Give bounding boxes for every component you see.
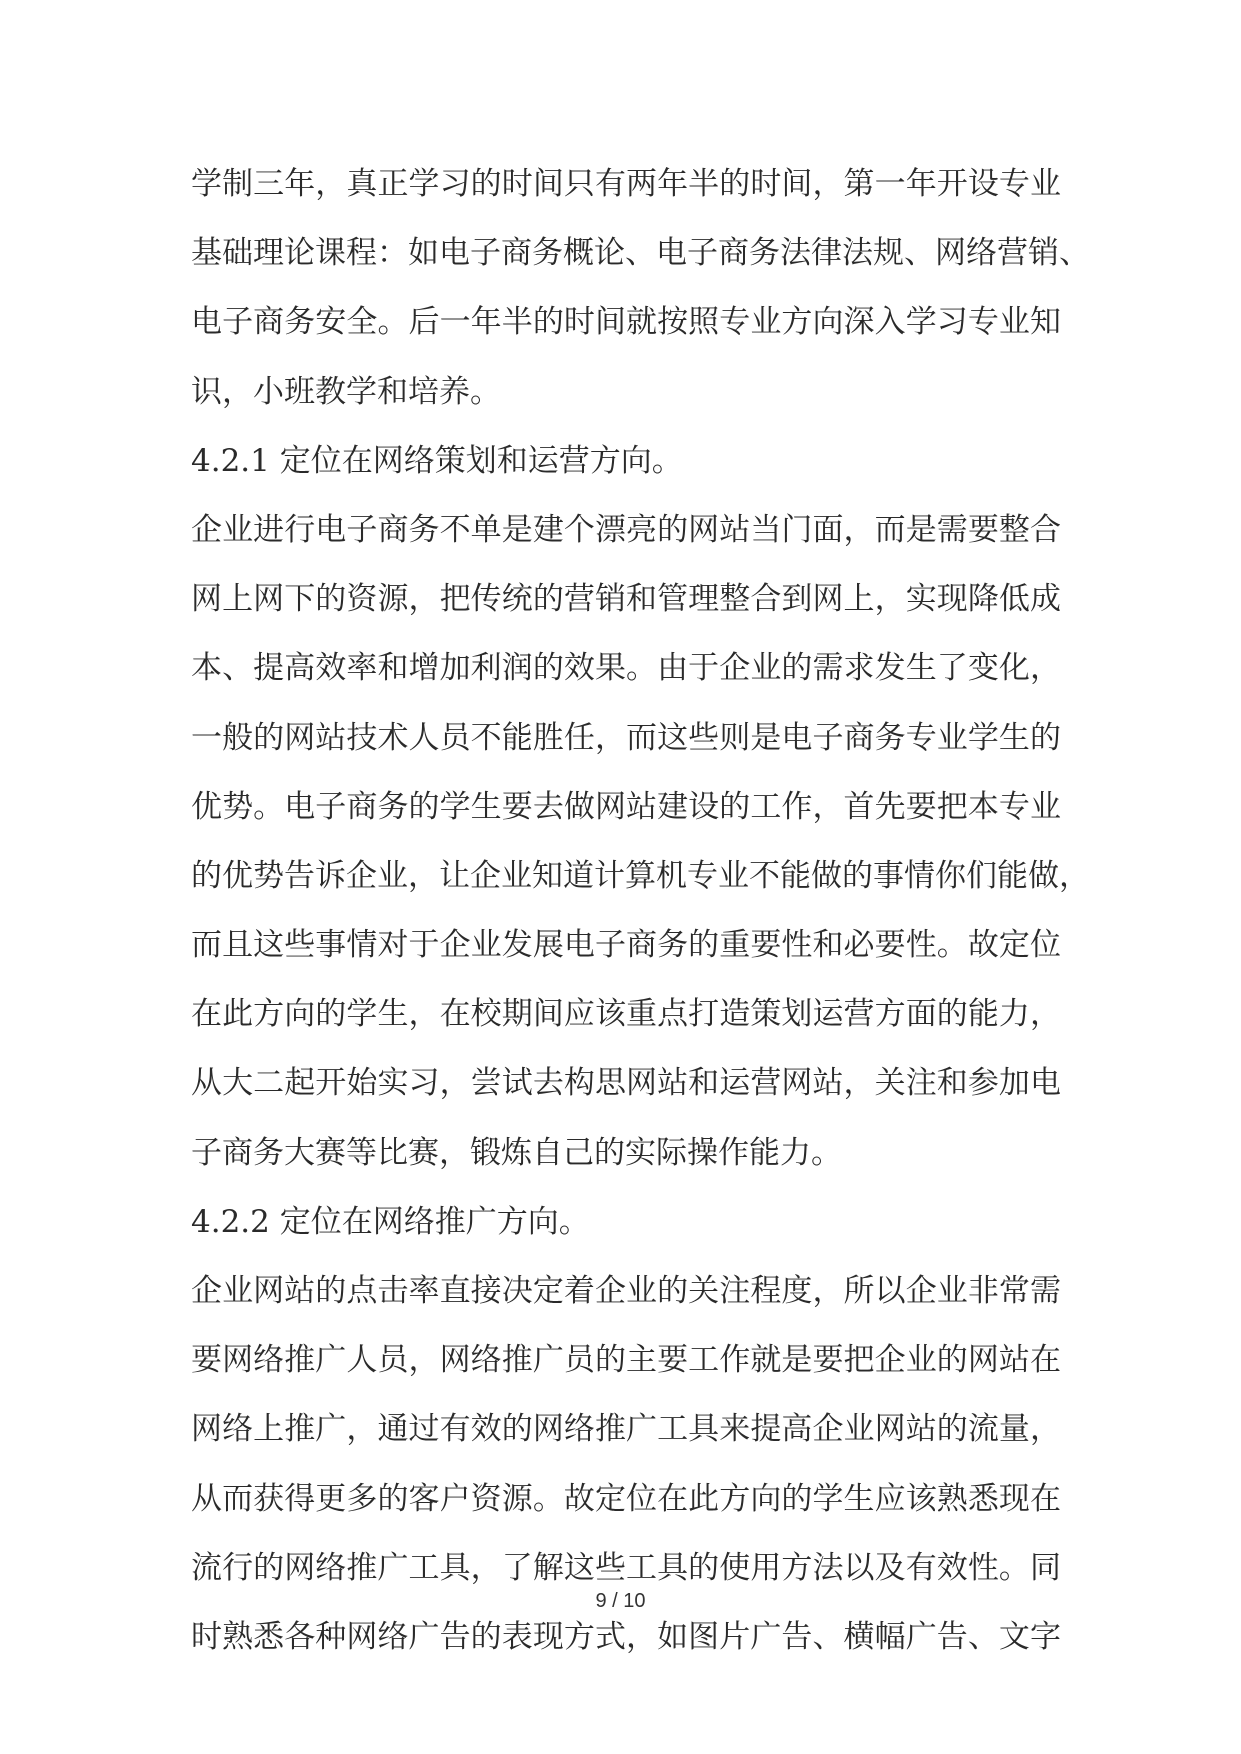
- body-text: [191, 156, 1090, 1678]
- text-line: 网络上推广，通过有效的网络推广工具来提高企业网站的流量，: [191, 1411, 1061, 1448]
- text-line: 企业网站的点击率直接决定着企业的关注程度，所以企业非常需: [191, 1273, 1061, 1309]
- text-line: 子商务大赛等比赛，锻炼自己的实际操作能力。: [191, 1134, 842, 1171]
- text-line: 企业进行电子商务不单是建个漂亮的网站当门面，而是需要整合: [191, 511, 1061, 548]
- text-line: 时熟悉各种网络广告的表现方式，如图片广告、横幅广告、文字: [191, 1618, 1061, 1655]
- text-line: 而且这些事情对于企业发展电子商务的重要性和必要性。故定位: [191, 927, 1061, 964]
- text-line: 网上网下的资源，把传统的营销和管理整合到网上，实现降低成: [191, 581, 1061, 618]
- section-heading-4-2-1: 4.2.1 定位在网络策划和运营方向。: [191, 442, 683, 479]
- text-line: 一般的网站技术人员不能胜任，而这些则是电子商务专业学生的: [191, 719, 1061, 756]
- text-line: 从而获得更多的客户资源。故定位在此方向的学生应该熟悉现在: [191, 1480, 1061, 1517]
- text-line: 优势。电子商务的学生要去做网站建设的工作，首先要把本专业: [191, 788, 1061, 825]
- text-line: 从大二起开始实习，尝试去构思网站和运营网站，关注和参加电: [191, 1065, 1061, 1102]
- text-line: 在此方向的学生，在校期间应该重点打造策划运营方面的能力，: [191, 996, 1061, 1033]
- page-number: 9 / 10: [595, 1590, 646, 1612]
- text-line: 本、提高效率和增加利润的效果。由于企业的需求发生了变化，: [191, 650, 1061, 687]
- text-line: 学制三年，真正学习的时间只有两年半的时间，第一年开设专业: [191, 166, 1061, 202]
- text-line: 电子商务安全。后一年半的时间就按照专业方向深入学习专业知: [191, 304, 1061, 341]
- text-line: 流行的网络推广工具，了解这些工具的使用方法以及有效性。同: [191, 1549, 1061, 1586]
- text-line: 的优势告诉企业，让企业知道计算机专业不能做的事情你们能做，: [191, 857, 1090, 894]
- text-line: 基础理论课程：如电子商务概论、电子商务法律法规、网络营销、: [191, 235, 1090, 272]
- section-heading-4-2-2: 4.2.2 定位在网络推广方向。: [191, 1203, 590, 1240]
- text-line: 识，小班教学和培养。: [191, 373, 501, 410]
- text-line: 要网络推广人员，网络推广员的主要工作就是要把企业的网站在: [191, 1342, 1061, 1379]
